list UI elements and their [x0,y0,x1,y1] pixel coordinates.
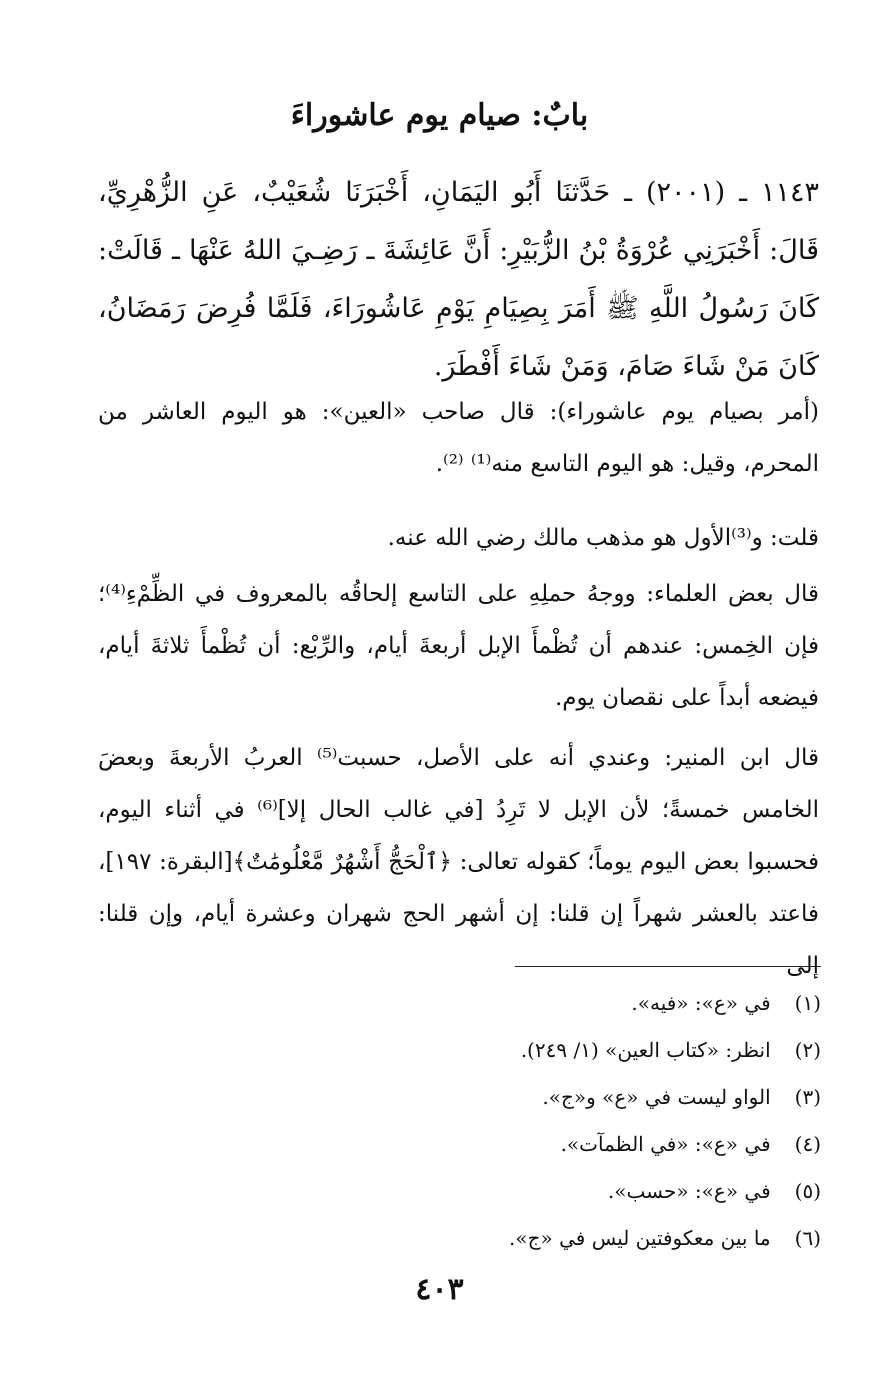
footnotes-list [101,980,821,1262]
footnote-text: في «ع»: «فيه». [631,991,771,1015]
footnote-number: (٥) [794,1179,821,1203]
footnote-separator [515,966,821,967]
footnote-number: (٣) [794,1085,821,1109]
hadith-paragraph: ١١٤٣ ـ (٢٠٠١) ـ حَدَّثنَا أَبُو اليَمَانِ، أَخْبَرَنَا شُعَيْبٌ، عَنِ الزُّهْرِيِّ، قَالَ: أَخْبَرَنِي عُرْوَةُ بْنُ الزُّبَيْرِ: أَنَّ عَائِشَةَ ـ رَضِـيَ اللهُ عَنْهَا ـ قَالَتْ: كَانَ رَسُولُ اللَّهِ ﷺ أَمَرَ بِصِيَامِ يَوْمِ عَاشُورَاءَ، فَلَمَّا فُرِضَ رَمَضَانُ، كَانَ مَنْ شَاءَ صَامَ، وَمَنْ شَاءَ أَفْطَرَ. [98,177,819,382]
footnote-text: في «ع»: «حسب». [607,1179,771,1203]
footnote-number: (٢) [794,1038,821,1062]
hadith-text [98,164,819,396]
commentary-text: قلت: و⁽³⁾الأول هو مذهب مالك رضي الله عنه. [387,525,819,551]
footnote-number: (٤) [794,1132,821,1156]
page-number: ٤٠٣ [415,1272,464,1307]
footnote-text: ما بين معكوفتين ليس في «ج». [509,1226,771,1250]
commentary-text: قال بعض العلماء: ووجهُ حملِهِ على التاسع إلحاقُه بالمعروف في الظِّمْءِ⁽⁴⁾؛ فإن الخِمس: عندهم أن تُظْمأَ الإبل أربعةَ أيام، والرِّبْع: أن تُظْمأَ ثلاثةَ أيام، فيضعه أبداً على نقصان يوم. [98,581,819,711]
footnote-number: (٦) [794,1226,821,1250]
footnote-text: في «ع»: «في الظمآت». [560,1132,771,1156]
commentary-text: (أمر بصيام يوم عاشوراء): قال صاحب «العين»: هو اليوم العاشر من المحرم، وقيل: هو اليوم التاسع منه⁽¹⁾ ⁽²⁾. [98,399,819,477]
footnote-item [101,1121,821,1168]
commentary-text: قال ابن المنير: وعندي أنه على الأصل، حسبت⁽⁵⁾ العربُ الأربعةَ وبعضَ الخامس خمسةً؛ لأن الإبل لا تَرِدُ [في غالب الحال إلا]⁽⁶⁾ في أثناء اليوم، فحسبوا بعض اليوم يوماً؛ كقوله تعالى: ﴿ٱلْحَجُّ أَشْهُرٌ مَّعْلُومَٰتٌ﴾[البقرة: ١٩٧]، فاعتد بالعشر شهراً إن قلنا: إن أشهر الحج شهران وعشرة أيام، وإن قلنا: إلى [98,745,819,979]
commentary-paragraph [98,568,819,724]
footnote-item [101,980,821,1027]
chapter-title: بابٌ: صيام يوم عاشوراءَ [290,98,589,133]
footnote-item [101,1074,821,1121]
footnote-number: (١) [794,991,821,1015]
commentary-paragraph [98,386,819,490]
commentary-paragraph [98,512,819,564]
footnote-item [101,1215,821,1262]
footnote-item [101,1027,821,1074]
commentary-paragraph [98,732,819,992]
footnote-item [101,1168,821,1215]
footnote-text: انظر: «كتاب العين» (١/ ٢٤٩). [520,1038,771,1062]
footnote-text: الواو ليست في «ع» و«ج». [542,1085,771,1109]
